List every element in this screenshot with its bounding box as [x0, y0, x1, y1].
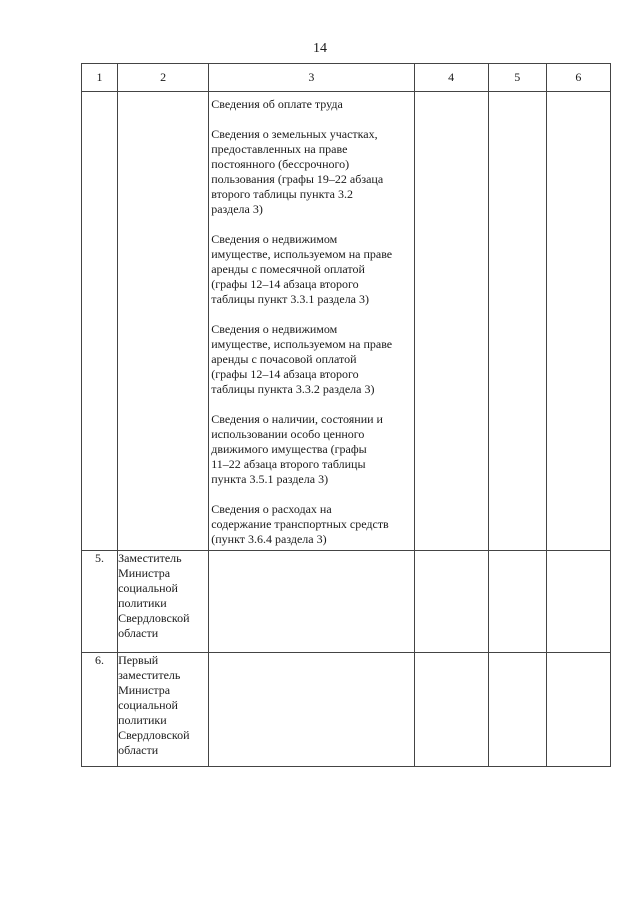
document-item: Сведения о недвижимом имуществе, используемом на праве аренды с почасовой оплатой (графы 12–14 абзаца второго таблицы пункта 3.3.2 раздела 3) — [211, 322, 393, 396]
row-number: 5. — [82, 551, 118, 653]
cell-col4 — [414, 653, 488, 767]
document-item: Сведения о наличии, состоянии и использовании особо ценного движимого имущества (графы 11–22 абзаца второго таблицы пункта 3.5.1 раздела 3) — [211, 412, 383, 486]
header-cell-3: 3 — [209, 64, 414, 92]
table-header-row — [82, 64, 611, 92]
row-number: 6. — [82, 653, 118, 767]
row-position: Заместитель Министра социальной политики Свердловской области — [118, 551, 209, 653]
table-row — [82, 653, 611, 767]
header-cell-2: 2 — [118, 64, 209, 92]
cell-col6 — [546, 551, 610, 653]
table-row — [82, 551, 611, 653]
cell-number — [82, 92, 118, 551]
cell-documents — [209, 92, 414, 551]
header-cell-4: 4 — [414, 64, 488, 92]
cell-col4 — [414, 92, 488, 551]
cell-documents — [209, 551, 414, 653]
header-cell-5: 5 — [488, 64, 546, 92]
header-cell-6: 6 — [546, 64, 610, 92]
header-cell-1: 1 — [82, 64, 118, 92]
document-item: Сведения о недвижимом имуществе, используемом на праве аренды с помесячной оплатой (графы 12–14 абзаца второго таблицы пункт 3.3.1 раздела 3) — [211, 232, 393, 306]
cell-col4 — [414, 551, 488, 653]
document-item: Сведения о расходах на содержание транспортных средств (пункт 3.6.4 раздела 3) — [211, 502, 389, 546]
cell-documents — [209, 653, 414, 767]
table-row — [82, 92, 611, 551]
document-item: Сведения о земельных участках, предоставленных на праве постоянного (бессрочного) пользования (графы 19–22 абзаца второго таблицы пункта 3.2 раздела 3) — [211, 127, 384, 216]
page-number: 14 — [313, 41, 327, 56]
document-table — [81, 63, 611, 767]
row-position: Первый заместитель Министра социальной политики Свердловской области — [118, 653, 209, 767]
cell-col5 — [488, 653, 546, 767]
cell-position — [118, 92, 209, 551]
document-item: Сведения об оплате труда — [211, 97, 343, 111]
cell-col5 — [488, 92, 546, 551]
cell-col6 — [546, 653, 610, 767]
cell-col5 — [488, 551, 546, 653]
cell-col6 — [546, 92, 610, 551]
